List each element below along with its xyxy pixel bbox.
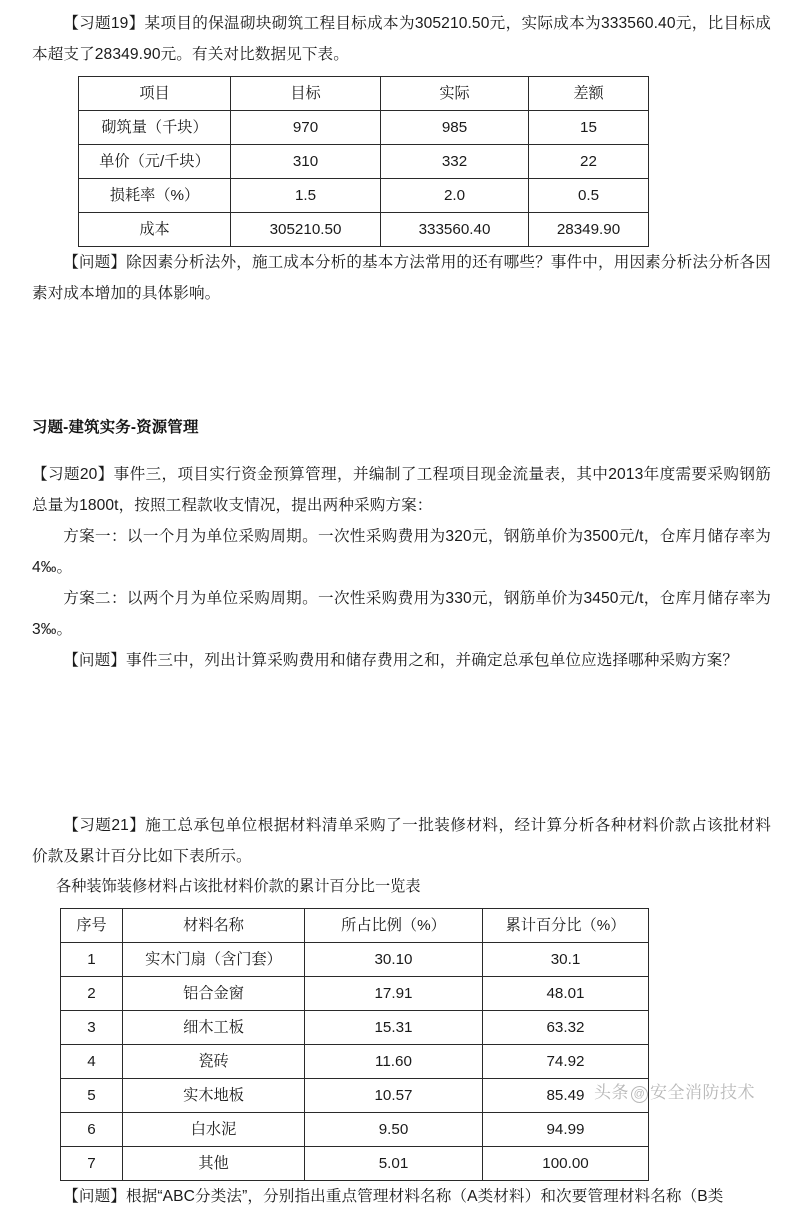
table-cell: 实木门扇（含门套） bbox=[123, 943, 305, 977]
table-row bbox=[61, 943, 649, 977]
table-cell: 2 bbox=[61, 977, 123, 1011]
table-cell: 7 bbox=[61, 1147, 123, 1181]
table-header-row bbox=[61, 909, 649, 943]
table-cell: 15 bbox=[529, 111, 649, 145]
table-cell: 28349.90 bbox=[529, 213, 649, 247]
table-cell: 48.01 bbox=[483, 977, 649, 1011]
table-cell: 310 bbox=[231, 145, 381, 179]
table-cell: 5.01 bbox=[305, 1147, 483, 1181]
table-cell: 11.60 bbox=[305, 1045, 483, 1079]
table-cell: 单价（元/千块） bbox=[79, 145, 231, 179]
table-cell: 细木工板 bbox=[123, 1011, 305, 1045]
table-cell: 白水泥 bbox=[123, 1113, 305, 1147]
table-cell: 10.57 bbox=[305, 1079, 483, 1113]
exercise20-plan-1: 方案一：以一个月为单位采购周期。一次性采购费用为320元，钢筋单价为3500元/t，仓库月储存率为4‰。 bbox=[32, 528, 771, 576]
table-cell: 瓷砖 bbox=[123, 1045, 305, 1079]
exercise19-table-wrap bbox=[32, 76, 771, 247]
exercise21-table-wrap bbox=[32, 908, 771, 1181]
table-cell: 3 bbox=[61, 1011, 123, 1045]
table-header-cell: 累计百分比（%） bbox=[483, 909, 649, 943]
section-heading: 习题-建筑实务-资源管理 bbox=[32, 419, 199, 436]
table-cell: 22 bbox=[529, 145, 649, 179]
table-cell: 305210.50 bbox=[231, 213, 381, 247]
table-cell: 砌筑量（千块） bbox=[79, 111, 231, 145]
table-cell: 6 bbox=[61, 1113, 123, 1147]
table-header-cell: 所占比例（%） bbox=[305, 909, 483, 943]
exercise21-question: 【问题】根据“ABC分类法”，分别指出重点管理材料名称（A类材料）和次要管理材料名称（B类 bbox=[63, 1188, 724, 1205]
exercise20-body: 【习题20】事件三，项目实行资金预算管理，并编制了工程项目现金流量表，其中2013年度需要采购钢筋总量为1800t，按照工程款收支情况，提出两种采购方案： bbox=[32, 466, 771, 514]
exercise19-table bbox=[78, 76, 649, 247]
table-cell: 损耗率（%） bbox=[79, 179, 231, 213]
table-cell: 1 bbox=[61, 943, 123, 977]
exercise19-body: 【习题19】某项目的保温砌块砌筑工程目标成本为305210.50元，实际成本为333560.40元，比目标成本超支了28349.90元。有关对比数据见下表。 bbox=[32, 15, 771, 63]
table-cell: 100.00 bbox=[483, 1147, 649, 1181]
exercise20-plan-2: 方案二：以两个月为单位采购周期。一次性采购费用为330元，钢筋单价为3450元/t，仓库月储存率为3‰。 bbox=[32, 590, 771, 638]
table-cell: 333560.40 bbox=[381, 213, 529, 247]
table-cell: 63.32 bbox=[483, 1011, 649, 1045]
table-row bbox=[79, 145, 649, 179]
table-header-cell: 实际 bbox=[381, 77, 529, 111]
table-header-cell: 目标 bbox=[231, 77, 381, 111]
table-cell: 其他 bbox=[123, 1147, 305, 1181]
table-cell: 985 bbox=[381, 111, 529, 145]
table-row bbox=[79, 213, 649, 247]
table-row bbox=[61, 977, 649, 1011]
exercise21-table bbox=[60, 908, 649, 1181]
watermark-prefix: 头条 bbox=[594, 1083, 629, 1102]
table-cell: 30.10 bbox=[305, 943, 483, 977]
exercise20-question: 【问题】事件三中，列出计算采购费用和储存费用之和，并确定总承包单位应选择哪种采购方案？ bbox=[63, 652, 739, 669]
table-cell: 15.31 bbox=[305, 1011, 483, 1045]
table-cell: 30.1 bbox=[483, 943, 649, 977]
table-cell: 332 bbox=[381, 145, 529, 179]
exercise19-question: 【问题】除因素分析法外，施工成本分析的基本方法常用的还有哪些？事件中，用因素分析法分析各因素对成本增加的具体影响。 bbox=[32, 254, 771, 302]
table-row bbox=[61, 1113, 649, 1147]
table-cell: 9.50 bbox=[305, 1113, 483, 1147]
table-header-cell: 差额 bbox=[529, 77, 649, 111]
table-cell: 1.5 bbox=[231, 179, 381, 213]
table-cell: 5 bbox=[61, 1079, 123, 1113]
table-header-cell: 项目 bbox=[79, 77, 231, 111]
table-row bbox=[79, 179, 649, 213]
exercise21-body: 【习题21】施工总承包单位根据材料清单采购了一批装修材料，经计算分析各种材料价款占该批材料价款及累计百分比如下表所示。 bbox=[32, 817, 771, 865]
exercise21-table-caption: 各种装饰装修材料占该批材料价款的累计百分比一览表 bbox=[56, 878, 421, 895]
watermark-name: 安全消防技术 bbox=[650, 1083, 755, 1102]
table-row bbox=[61, 1079, 649, 1113]
spacer bbox=[32, 309, 771, 413]
spacer bbox=[32, 443, 771, 459]
table-cell: 4 bbox=[61, 1045, 123, 1079]
table-header-row bbox=[79, 77, 649, 111]
table-cell: 铝合金窗 bbox=[123, 977, 305, 1011]
table-cell: 成本 bbox=[79, 213, 231, 247]
table-cell: 94.99 bbox=[483, 1113, 649, 1147]
table-cell: 970 bbox=[231, 111, 381, 145]
table-row bbox=[61, 1045, 649, 1079]
table-row bbox=[79, 111, 649, 145]
spacer bbox=[32, 780, 771, 810]
table-header-cell: 序号 bbox=[61, 909, 123, 943]
table-cell: 17.91 bbox=[305, 977, 483, 1011]
table-row bbox=[61, 1011, 649, 1045]
watermark-at-icon: @ bbox=[631, 1086, 648, 1103]
table-cell: 0.5 bbox=[529, 179, 649, 213]
spacer bbox=[32, 676, 771, 780]
table-cell: 2.0 bbox=[381, 179, 529, 213]
table-row bbox=[61, 1147, 649, 1181]
table-header-cell: 材料名称 bbox=[123, 909, 305, 943]
table-cell: 实木地板 bbox=[123, 1079, 305, 1113]
table-cell: 85.49 bbox=[483, 1079, 649, 1113]
table-cell: 74.92 bbox=[483, 1045, 649, 1079]
